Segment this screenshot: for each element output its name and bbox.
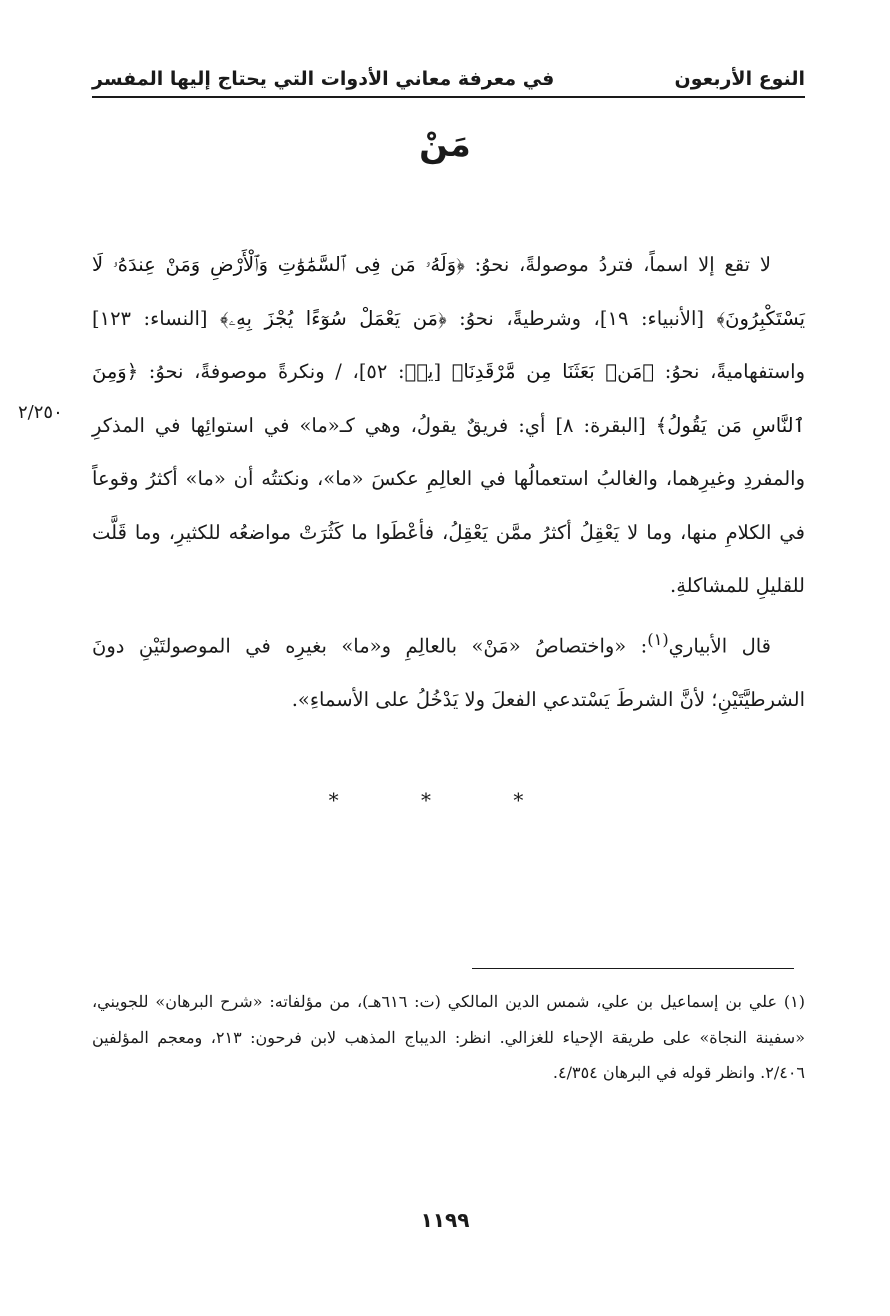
verse-reference: [الأنبياء: ١٩] <box>599 306 717 330</box>
text-run: ، وشرطيةً، نحوُ: <box>446 306 600 330</box>
entry-heading: مَنْ <box>419 125 471 165</box>
paragraph-2 <box>92 613 805 727</box>
quran-verse: ﴿مَنۢ بَعَثَنَا مِن مَّرْقَدِنَا﴾ <box>451 360 655 383</box>
page-number: ١١٩٩ <box>420 1208 470 1232</box>
text-run: واستفهاميةً، نحوُ: <box>654 360 805 383</box>
quran-verse: ﴿وَمِنَ ٱلنَّاسِ مَن يَقُولُ﴾ <box>92 360 805 437</box>
section-separator-stars: * * * <box>328 788 562 812</box>
main-text <box>92 238 805 726</box>
edition-page-marker <box>18 402 63 423</box>
paragraph-1 <box>92 238 805 613</box>
margin-page-reference: ٢/٢٥٠ <box>18 402 63 423</box>
footnote-block <box>92 984 805 1091</box>
quran-verse: ﴿وَلَهُۥ مَن فِى ٱلسَّمَٰوَٰتِ وَٱلْأَرْضِ وَمَنْ عِندَهُۥ لَا يَسْتَكْبِرُونَ﴾ <box>92 253 806 330</box>
text-run: : «واختصاصُ «مَنْ» بالعالِمِ و«ما» بغيرِه في الموصولتَيْنِ دونَ الشرطيَّتَيْنِ؛ لأنَّ الشرطَ يَسْتدعي الفعلَ ولا يَدْخُلُ على الأسماءِ». <box>92 634 805 711</box>
running-header <box>92 50 805 98</box>
text-run: أي: فريقٌ يقولُ، وهي كـ«ما» في استوائِها في المذكرِ والمفردِ وغيرِهما، والغالبُ استعمالُها في العالِمِ عكسَ «ما»، ونكتتُه أن «ما» أكثرُ وقوعاً في الكلامِ منها، وما لا يَعْقِلُ أكثرُ ممَّن يَعْقِلُ، فأعْطَوا ما كَثُرَتْ مواضعُه للكثيرِ، وما قَلَّت للقليلِ للمشاكلةِ. <box>92 413 805 597</box>
verse-reference: [النساء: ١٢٣] <box>92 306 221 330</box>
footnote-divider <box>472 968 794 969</box>
header-chapter-title: النوع الأربعون <box>674 68 805 90</box>
footnote-marker[interactable]: (١) <box>647 629 669 649</box>
text-run: لا تقع إلا اسماً، فتردُ موصولةً، نحوُ: <box>464 253 771 276</box>
text-run: ، / ونكرةً موصوفةً، نحوُ: <box>138 360 359 383</box>
text-run: قال الأبياري <box>668 634 772 657</box>
footnote-1: (١) علي بن إسماعيل بن علي، شمس الدين المالكي (ت: ٦١٦هـ)، من مؤلفاته: «شرح البرهان» للجويني، «سفينة النجاة» على طريقة الإحياء للغزالي. انظر: الديباج المذهب لابن فرحون: ٢١٣، ومعجم المؤلفين ٢/٤٠٦. وانظر قوله في البرهان ٤/٣٥٤. <box>92 992 805 1082</box>
verse-reference: [البقرة: ٨] <box>555 413 656 437</box>
header-section-title: في معرفة معاني الأدوات التي يحتاج إليها المفسر <box>92 68 555 90</box>
quran-verse: ﴿مَن يَعْمَلْ سُوٓءًا يُجْزَ بِهِۦ﴾ <box>220 306 447 330</box>
verse-reference: [يسۤ: ٥٢] <box>358 360 452 383</box>
